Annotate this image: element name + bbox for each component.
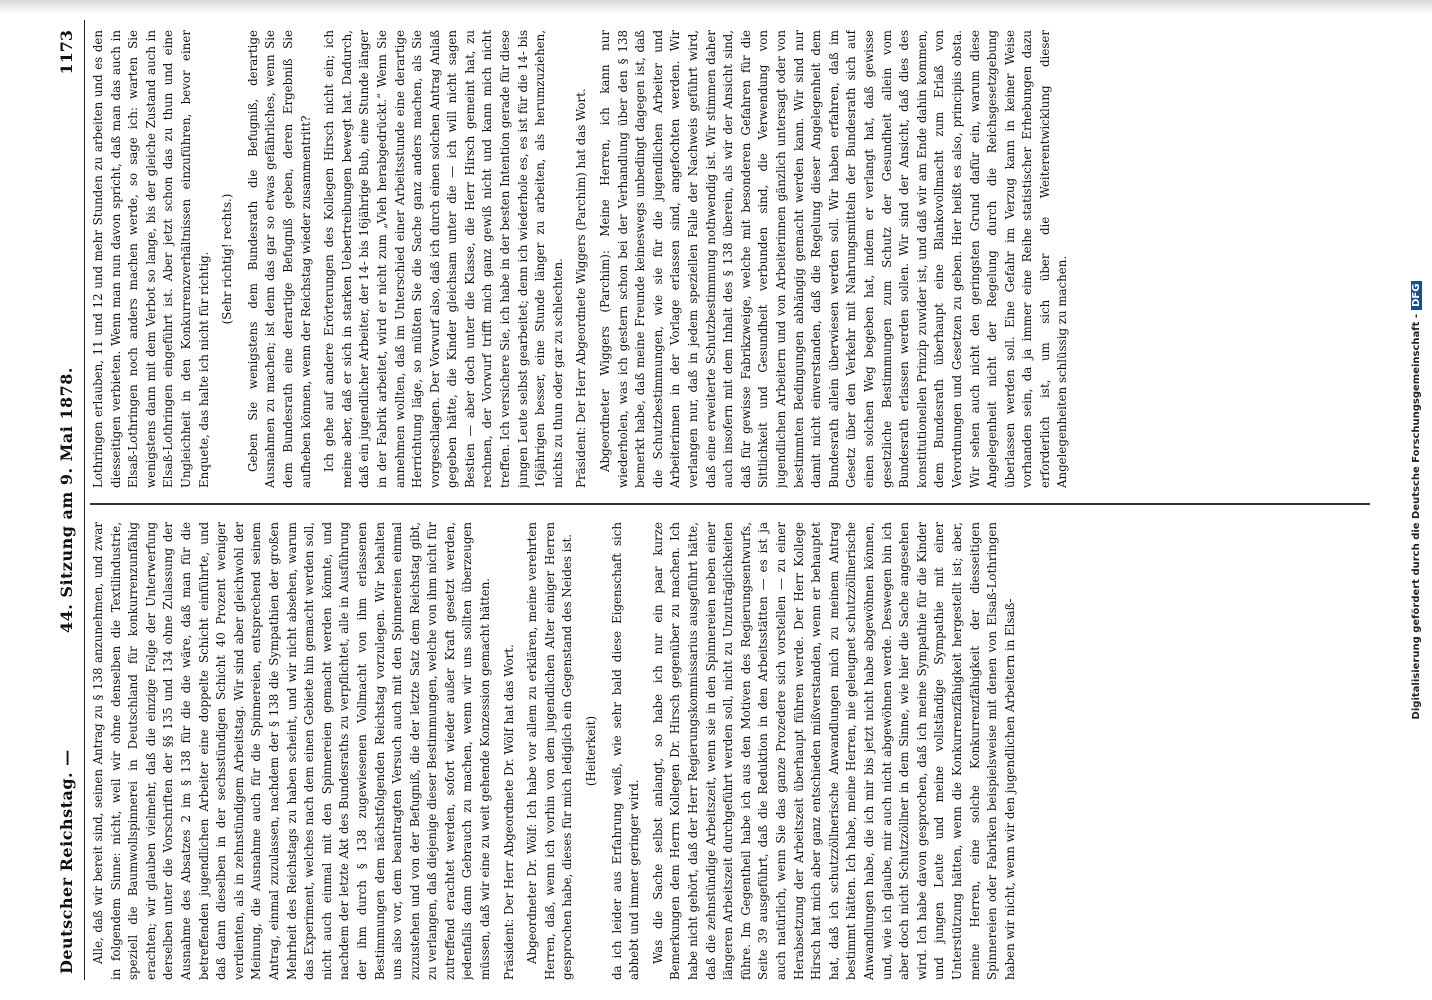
right-column: [90, 30, 1370, 488]
newspaper-page: [56, 20, 1376, 980]
credit-text: Digitalisierung gefördert durch die Deutsche Forschungsgemeinschaft -: [1411, 313, 1422, 720]
dfg-logo: DFG: [1411, 281, 1422, 310]
paragraph: Was die Sache selbst anlangt, so habe ich nur ein paar kurze Bemerkungen dem Herrn Kollegen Dr. Hirsch gegenüber zu machen. Ich habe nicht gehört, daß der Herr Regierungskommissarius ausgeführt hätte, daß die zehnstündige Arbeitszeit, wenn sie in den Spinnereien neben einer längeren Arbeitszeit durchgeführt werden soll, nicht zu Unzuträglichkeiten führe. Im Gegentheil habe ich aus den Motiven des Regierungsentwurfs, Seite 39 ausgeführt, daß die Reduktion in den Arbeitsstätten — es ist ja auch natürlich, wenn Sie das ganze Prozedere sich vorstellen — zu einer Herabsetzung der Arbeitszeit überhaupt führen werde. Der Herr Kollege Hirsch hat mich aber ganz entschieden mißverstanden, wenn er behauptet hat, daß ich schutzzöllnerische Anwandlungen mich zu meinem Antrag bestimmt hätten. Ich habe, meine Herren, nie geleugnet schutzzöllnerische Anwandlungen habe, die ich mir bis jetzt nicht habe abgewöhnen können, und, wie ich glaube, mir auch nicht abgewöhnen werde. Deswegen bin ich aber doch nicht Schutzzöllner in dem Sinne, wie hier die Sache angesehen wird. Ich habe davon gesprochen, daß ich meine Sympathie für die Kinder und jungen Leute und meine vollständige Sympathie mit einer Unterstützung hätten, wenn die Konkurrenzfähigkeit hergestellt ist; aber, meine Herren, eine solche Konkurrenzfähigkeit der diesseitigen Spinnereien oder Fabriken beispielsweise mit denen von Elsaß-Lothringen haben wir nicht, wenn wir den jugendlichen Arbeitern in Elsaß-: [650, 522, 1017, 980]
scan-edge: [0, 0, 1432, 14]
page-header: [56, 20, 85, 980]
paragraph: Abgeordneter Wiggers (Parchim): Meine Herren, ich kann nur wiederholen, was ich gestern schon bei der Verhandlung über den § 138 bemerkt habe, daß meine Freunde keineswegs unbedingt dagegen ist, daß die Schutzbestimmungen, wie sie für die jugendlichen Arbeiter und Arbeiterinnen in der Vorlage erlassen sind, angefochten werden. Wir verlangen nur, daß in jedem speziellen Falle der Nachweis geführt wird, daß eine erweiterte Schutzbestimmung nothwendig ist. Wir stimmen daher auch insofern mit dem Inhalt des § 138 überein, als wir der Ansicht sind, daß für gewisse Fabrikzweige, welche mit besonderen Gefahren für die Sittlichkeit und Gesundheit verbunden sind, die Verwendung von jugendlichen Arbeitern und von Arbeiterinnen gänzlich untersagt oder von bestimmten Bedingungen abhängig gemacht werden kann. Wir sind nur damit nicht einverstanden, daß die Regelung dieser Angelegenheit dem Bundesrath allein überwiesen werden soll. Wir haben erfahren, daß im Gesetz über den Verkehr mit Nahrungsmitteln der Bundesrath sich auf einen solchen Weg begeben hat, indem er verlangt hat, daß gewisse gesetzliche Bestimmungen zum Schutz der Gesundheit allein vom Bundesrath erlassen werden sollen. Wir sind der Ansicht, daß dies des konstitutionellen Prinzip zuwider ist, und daß wir am Ende dahin kommen, dem Bundesrath überhaupt eine Blankovollmacht zum Erlaß von Verordnungen und Gesetzen zu geben. Hier heißt es also, principiis obsta. Wir sehen auch nicht den geringsten Grund dafür ein, warum diese Angelegenheit nicht der Regelung durch die Reichsgesetzgebung überlassen werden soll. Eine Gefahr im Verzug kann in keiner Weise vorhanden sein, da ja immer eine Reihe statistischer Erhebungen dazu erforderlich ist, um sich über die Weiterentwicklung dieser Angelegenheiten schlüssig zu machen.: [598, 30, 1070, 488]
header-session: 44. Sitzung am 9. Mai 1878.: [57, 367, 76, 634]
paragraph: Alle, daß wir bereit sind, seinen Antrag zu § 138 anzunehmen, und zwar in folgendem Sinne: nicht, weil wir ohne denselben die Textilindustrie, speziell die Baumwollspinnerei in Deutschland für konkurrenzunfähig erachten; wir glauben vielmehr, daß die einzige Folge der Unterwerfung derselben unter die Vorschriften der §§ 135 und 134 ohne Zulassung der Ausnahme des Absatzes 2 im § 138 für die die wäre, daß man für die betreffenden jugendlichen Arbeiter eine doppelte Schicht einführte, und daß dann dieselben in der sechsstündigen Schicht 40 Prozent weniger verdienten, als in zehnstündigem Arbeitstag. Wir sind aber gleichwohl der Meinung, die Ausnahme auch für die Spinnereien, entsprechend seinem Antrag, einmal zuzulassen, nachdem der § 138 die Sympathien der großen Mehrheit des Reichstags zu haben scheint, und wir nicht absehen, warum das Experiment, welches nach dem einen Gebiete hin gemacht werden soll, nicht auch einmal mit den Spinnereien gemacht werden könnte, und nachdem der letzte Akt des Bundesraths zu verpflichtet, alle in Ausführung der ihm durch § 138 zugewiesenen Vollmacht von ihm erlassenen Bestimmungen dem nächstfolgenden Reichstag vorzulegen. Wir behalten uns also vor, dem beantragten Versuch auch mit den Spinnereien einmal zuzustehen und von der Befugniß, die der letzte Satz dem Reichstag gibt, zu verlangen, daß diejenige dieser Bestimmungen, welche von ihm nicht für zutreffend erachtet werden, sofort wieder außer Kraft gesetzt werden, jedenfalls dann Gebrauch zu machen, wenn wir uns sollten überzeugen müssen, daß wir eine zu weit gehende Konzession gemacht hätten.: [91, 522, 493, 980]
paragraph: Ich gehe auf andere Erörterungen des Kollegen Hirsch nicht ein; ich meine aber, daß er sich in starken Uebertreibungen bewegt hat. Dadurch, daß ein jugendlicher Arbeiter, der 14- bis 16jährige Bub, eine Stunde länger in der Fabrik arbeitet, wird er nicht zum „Vieh herabgedrückt.“ Wenn Sie annehmen wollten, daß im Unterschied einer Arbeitsstunde eine derartige Herrichtung läge, so müßten Sie die Sache ganz anders machen, als Sie vorgeschlagen. Der Vorwurf also, daß ich durch einen solchen Antrag Anlaß gegeben hätte, die Kinder gleichsam unter die — ich will nicht sagen Bestien — aber doch unter die Klasse, die Herr Hirsch gemeint hat, zu rechnen, der Vorwurf trifft mich ganz gewiß nicht und kann mich nicht treffen. Ich versichere Sie, ich habe in der besten Intention gerade für diese jungen Leute selbst gearbeitet; denn ich wiederhole es, es ist für die 14- bis 16jährigen besser, eine Stunde länger zu arbeiten, als herumzuziehen, nichts zu thun oder gar zu schlechten.: [322, 30, 565, 488]
column-divider: [90, 504, 1370, 506]
header-publication: Deutscher Reichstag. —: [57, 749, 76, 974]
paragraph: Geben Sie wenigstens dem Bundesrath die Befugniß, derartige Ausnahmen zu machen; ist denn das gar so etwas gefährliches, wenn Sie dem Bundesrath eine derartige Befugniß geben, deren Ergebniß Sie aufheben können, wenn der Reichstag wieder zusammentritt?: [245, 30, 313, 488]
paragraph: Abgeordneter Dr. Wölf: Ich habe vor allem zu erklären, meine verehrten Herren, daß, wenn ich vorhin von dem jugendlichen Alter einiger Herren gesprochen habe, dieses für mich lediglich ein Gegenstand des Neides ist.: [525, 522, 575, 980]
paragraph-president: Präsident: Der Herr Abgeordnete Wiggers (Parchim) hat das Wort.: [574, 88, 589, 488]
paragraph: da ich leider aus Erfahrung weiß, wie sehr bald diese Eigenschaft sich abhebt und immer geringer wird.: [609, 522, 642, 980]
stage-direction: (Heiterkeit): [584, 715, 599, 787]
digitization-credit: [1411, 0, 1425, 1000]
left-column: [90, 522, 1370, 980]
paragraph-president: Präsident: Der Herr Abgeordnete Dr. Wölf hat das Wort.: [501, 644, 516, 980]
stage-direction: (Sehr richtig! rechts.): [220, 193, 235, 325]
paragraph: Lothringen erlauben, 11 und 12 und mehr Stunden zu arbeiten und es den diesseitigen verbieten. Wenn man nun davon spricht, daß man das auch in Elsaß-Lothringen noch anders machen werde, so sage ich: warten Sie wenigstens dann mit dem Verbot so lange, bis der gleiche Zustand auch in Elsaß-Lothringen eingeführt ist. Aber jetzt schon das zu thun und eine Ungleichheit in den Konkurrenzverhältnissen einzuführen, bevor einer Enquete, das halte ich nicht für richtig.: [91, 30, 211, 488]
page-number: 1173: [57, 30, 76, 75]
